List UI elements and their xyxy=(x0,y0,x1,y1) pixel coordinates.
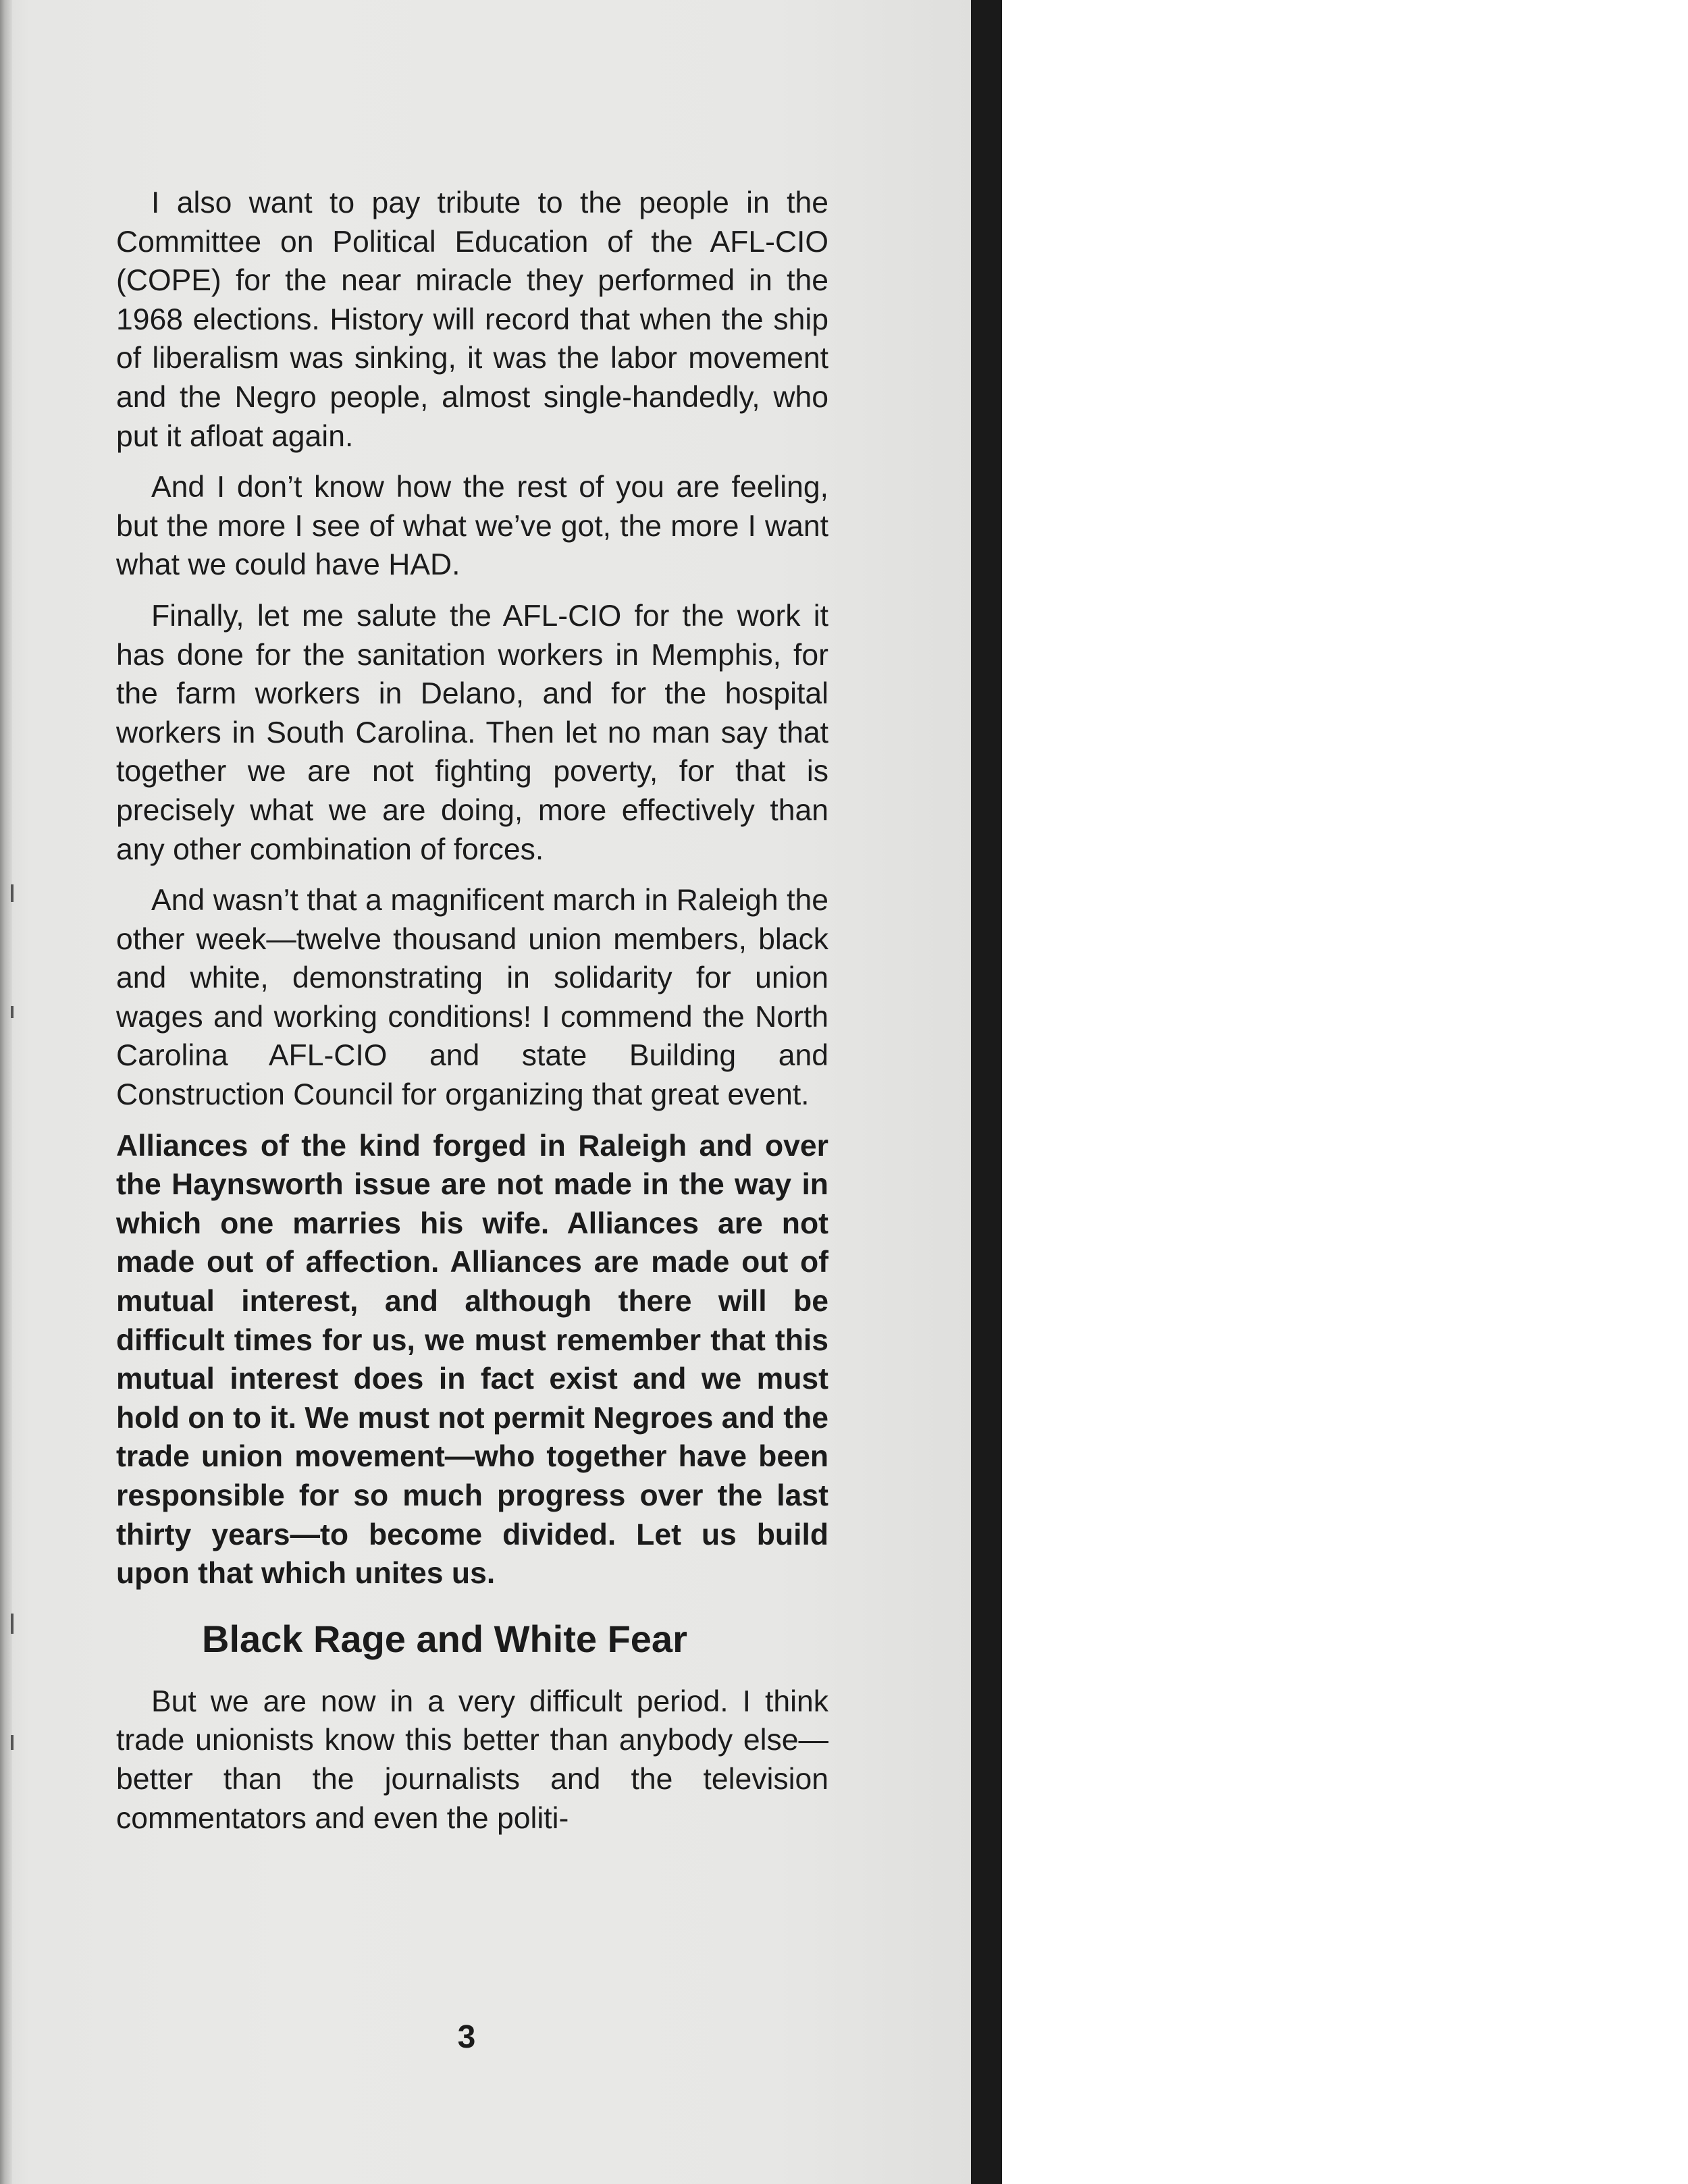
paragraph-raleigh-march: And wasn’t that a magnificent march in Raleigh the other week—twelve thousand union members, black and white, demonstrating in solidarity for union wages and working conditions! I commend the North Carolina AFL-CIO and state Building and Construction Council for organizing that great event. xyxy=(116,884,828,1112)
page-binding-crease xyxy=(0,0,12,2184)
paragraph-tribute: I also want to pay tribute to the people in the Committee on Political Education of the AFL-CIO (COPE) for the near miracle they performed in the 1968 elections. History will record that when the ship of liberalism was sinking, it was the labor movement and the Negro people, almost single-handedly, who put it afloat again. xyxy=(116,186,828,453)
binding-staple-mark xyxy=(11,1735,14,1750)
article-text-column xyxy=(116,184,828,1850)
paragraph-alliances-bold: Alliances of the kind forged in Raleigh and over the Haynsworth issue are not made in the way in which one marries his wife. Alliances are not made out of affection. Alliances are made out of mutual interest, and although there will be difficult times for us, we must remember that this mutual interest does in fact exist and we must hold on to it. We must not permit Negroes and the trade union movement—who together have been responsible for so much progress over the last thirty years—to become divided. Let us build upon that which unites us. xyxy=(116,1129,828,1591)
paragraph-difficult-period: But we are now in a very difficult period. I think trade unionists know this better than anybody else—better than the journalists and the television commentators and even the politi- xyxy=(116,1684,828,1835)
section-heading: Black Rage and White Fear xyxy=(202,1617,687,1660)
binding-staple-mark xyxy=(11,1614,14,1634)
paragraph-salute: Finally, let me salute the AFL-CIO for the work it has done for the sanitation workers in Memphis, for the farm workers in Delano, and for the hospital workers in South Carolina. Then let no man say that together we are not fighting poverty, for that is precisely what we are doing, more effectively than any other combination of forces. xyxy=(116,599,828,866)
binding-staple-mark xyxy=(11,884,14,902)
page-number: 3 xyxy=(457,2019,476,2055)
paragraph-feeling: And I don’t know how the rest of you are feeling, but the more I see of what we’ve got, the more I want what we could have HAD. xyxy=(116,471,828,582)
binding-staple-mark xyxy=(11,1006,14,1018)
scan-background-margin xyxy=(1002,0,1688,2184)
